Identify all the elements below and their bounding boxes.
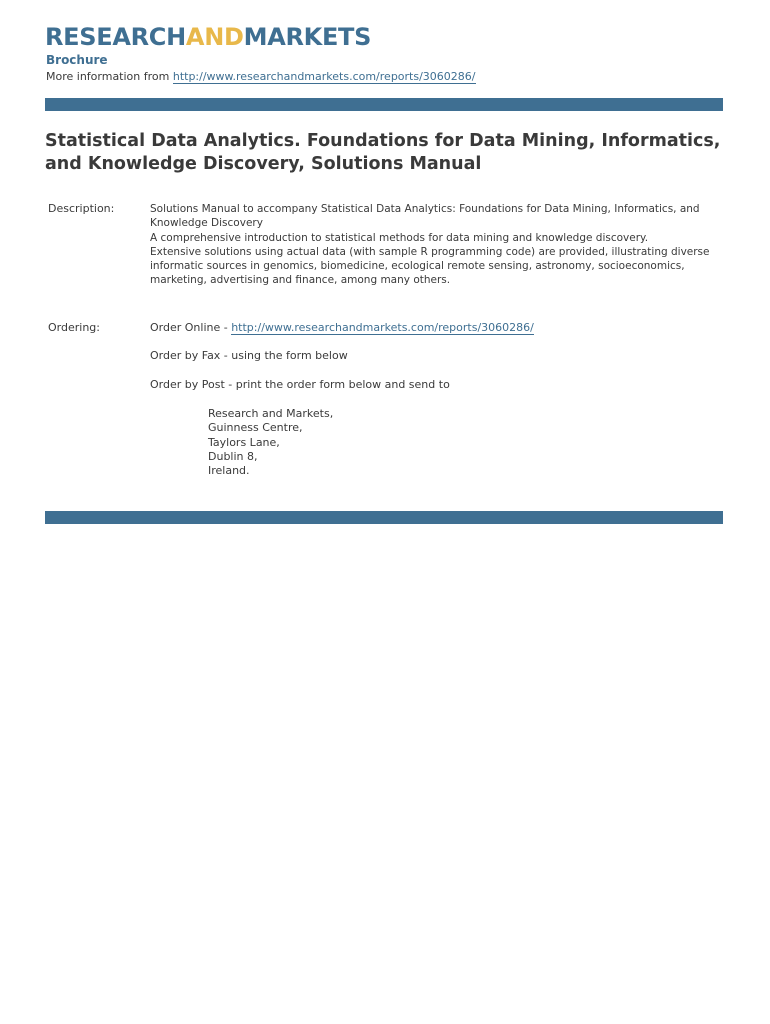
brochure-label: Brochure — [46, 53, 108, 67]
description-label: Description: — [48, 202, 115, 215]
ordering-label: Ordering: — [48, 321, 100, 334]
more-info-prefix: More information from — [46, 70, 173, 83]
top-divider-bar — [45, 98, 723, 111]
address-line: Research and Markets, — [208, 407, 334, 420]
description-line: informatic sources in genomics, biomedicine, ecological remote sensing, astronomy, socioeconomics, — [150, 260, 685, 273]
order-post-line: Order by Post - print the order form below and send to — [150, 378, 450, 391]
description-line: Solutions Manual to accompany Statistical Data Analytics: Foundations for Data Mining, Informatics, and — [150, 203, 700, 215]
report-link[interactable]: http://www.researchandmarkets.com/reports/3060286/ — [172, 70, 476, 83]
address-line: Ireland. — [208, 464, 250, 478]
address-line: Taylors Lane, — [208, 435, 280, 449]
description-line: Extensive solutions using actual data (with sample R programming code) are provided, illustrating diverse — [150, 245, 710, 258]
description-text — [150, 202, 720, 288]
address-line: Dublin 8, — [208, 449, 258, 463]
logo-markets: MARKETS — [243, 23, 372, 51]
order-online-prefix: Order Online - — [150, 321, 232, 334]
logo-and: AND — [185, 23, 244, 51]
order-online-line — [150, 321, 534, 334]
description-line: marketing, advertising and finance, among many others. — [150, 274, 451, 287]
order-online-link[interactable]: http://www.researchandmarkets.com/reports/3060286/ — [231, 321, 534, 334]
description-line: A comprehensive introduction to statistical methods for data mining and knowledge discovery. — [150, 231, 649, 244]
more-info-line — [46, 70, 476, 83]
brand-logo — [45, 22, 371, 52]
bottom-divider-bar — [45, 511, 723, 524]
postal-address — [208, 407, 333, 478]
description-line: Knowledge Discovery — [150, 217, 263, 230]
order-fax-line: Order by Fax - using the form below — [150, 349, 348, 362]
logo-research: RESEARCH — [45, 23, 186, 51]
address-line: Guinness Centre, — [208, 421, 303, 435]
document-title: Statistical Data Analytics. Foundations for Data Mining, Informatics, and Knowledge Discovery, Solutions Manual — [45, 131, 721, 174]
